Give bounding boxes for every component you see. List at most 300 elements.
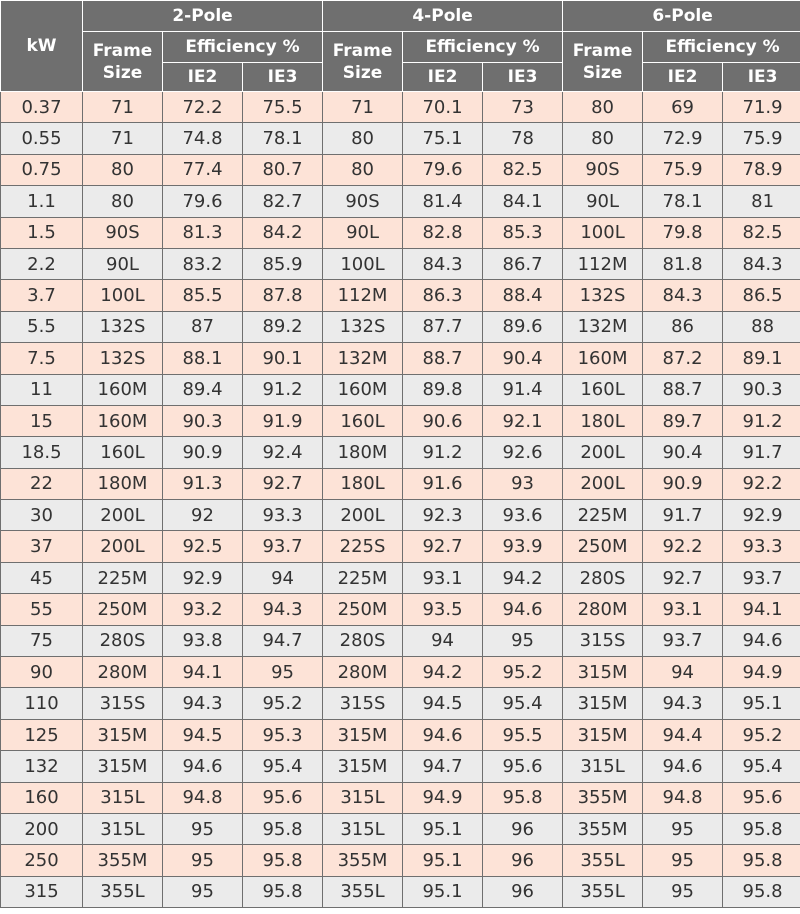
ie3-cell: 89.6 xyxy=(483,311,563,342)
ie2-cell: 88.7 xyxy=(403,343,483,374)
ie3-cell: 75.5 xyxy=(243,92,323,123)
ie2-header: IE2 xyxy=(163,63,243,92)
frame-size-cell: 112M xyxy=(563,248,643,279)
table-row xyxy=(1,437,800,468)
efficiency-header: Efficiency % xyxy=(643,32,800,63)
frame-size-cell: 80 xyxy=(83,186,163,217)
ie2-cell: 90.6 xyxy=(403,405,483,436)
ie3-cell: 95.6 xyxy=(483,751,563,782)
kw-cell: 1.5 xyxy=(1,217,83,248)
ie2-cell: 94.8 xyxy=(643,782,723,813)
table-row xyxy=(1,311,800,342)
ie3-cell: 81 xyxy=(723,186,800,217)
frame-size-cell: 250M xyxy=(323,594,403,625)
ie2-cell: 95 xyxy=(643,813,723,844)
kw-cell: 15 xyxy=(1,405,83,436)
ie3-cell: 95.4 xyxy=(723,751,800,782)
frame-size-cell: 280M xyxy=(563,594,643,625)
ie2-cell: 83.2 xyxy=(163,248,243,279)
ie2-cell: 93.7 xyxy=(643,625,723,656)
table-row xyxy=(1,876,800,907)
frame-size-cell: 315S xyxy=(563,625,643,656)
ie3-cell: 93.3 xyxy=(243,500,323,531)
frame-size-cell: 160M xyxy=(83,405,163,436)
ie3-cell: 85.3 xyxy=(483,217,563,248)
ie3-cell: 93.7 xyxy=(243,531,323,562)
frame-size-cell: 355M xyxy=(323,845,403,876)
frame-size-cell: 315M xyxy=(83,719,163,750)
ie3-cell: 96 xyxy=(483,813,563,844)
ie2-cell: 95.1 xyxy=(403,813,483,844)
frame-size-cell: 315M xyxy=(83,751,163,782)
ie3-cell: 80.7 xyxy=(243,154,323,185)
ie2-cell: 81.4 xyxy=(403,186,483,217)
frame-size-cell: 100L xyxy=(563,217,643,248)
frame-size-cell: 160L xyxy=(563,374,643,405)
ie2-cell: 95 xyxy=(163,876,243,907)
ie2-cell: 92 xyxy=(163,500,243,531)
frame-size-cell: 71 xyxy=(323,92,403,123)
kw-cell: 0.37 xyxy=(1,92,83,123)
pole-header-2: 2-Pole xyxy=(83,1,323,32)
ie3-cell: 92.2 xyxy=(723,468,800,499)
frame-size-cell: 112M xyxy=(323,280,403,311)
ie3-cell: 78.1 xyxy=(243,123,323,154)
ie3-cell: 86.7 xyxy=(483,248,563,279)
ie3-cell: 91.4 xyxy=(483,374,563,405)
ie2-cell: 75.1 xyxy=(403,123,483,154)
frame-size-cell: 180L xyxy=(563,405,643,436)
ie2-cell: 94.5 xyxy=(403,688,483,719)
ie2-cell: 86 xyxy=(643,311,723,342)
ie2-cell: 92.7 xyxy=(403,531,483,562)
ie2-cell: 82.8 xyxy=(403,217,483,248)
ie2-cell: 89.4 xyxy=(163,374,243,405)
frame-size-header: Frame Size xyxy=(563,32,643,92)
ie2-cell: 95 xyxy=(163,845,243,876)
frame-size-cell: 315L xyxy=(323,813,403,844)
ie3-cell: 95.2 xyxy=(723,719,800,750)
ie3-cell: 95.1 xyxy=(723,688,800,719)
ie3-cell: 94.6 xyxy=(723,625,800,656)
ie2-cell: 72.2 xyxy=(163,92,243,123)
table-row xyxy=(1,657,800,688)
frame-size-cell: 315M xyxy=(323,751,403,782)
ie3-cell: 95.3 xyxy=(243,719,323,750)
ie3-cell: 92.6 xyxy=(483,437,563,468)
table-row xyxy=(1,688,800,719)
kw-cell: 22 xyxy=(1,468,83,499)
ie2-cell: 94 xyxy=(643,657,723,688)
ie3-cell: 89.1 xyxy=(723,343,800,374)
frame-size-header: Frame Size xyxy=(323,32,403,92)
ie2-cell: 93.1 xyxy=(403,562,483,593)
kw-cell: 125 xyxy=(1,719,83,750)
frame-size-cell: 71 xyxy=(83,92,163,123)
frame-size-cell: 132M xyxy=(563,311,643,342)
frame-size-cell: 355L xyxy=(563,876,643,907)
ie2-cell: 92.2 xyxy=(643,531,723,562)
ie3-cell: 95.2 xyxy=(243,688,323,719)
ie2-cell: 93.2 xyxy=(163,594,243,625)
frame-size-cell: 132S xyxy=(83,311,163,342)
table-row xyxy=(1,625,800,656)
frame-size-cell: 90S xyxy=(563,154,643,185)
ie2-cell: 84.3 xyxy=(643,280,723,311)
kw-cell: 0.75 xyxy=(1,154,83,185)
frame-size-cell: 180M xyxy=(323,437,403,468)
kw-cell: 45 xyxy=(1,562,83,593)
ie3-cell: 93.7 xyxy=(723,562,800,593)
table-row xyxy=(1,845,800,876)
table-row xyxy=(1,343,800,374)
ie3-cell: 95.4 xyxy=(243,751,323,782)
ie3-cell: 78.9 xyxy=(723,154,800,185)
efficiency-header: Efficiency % xyxy=(403,32,563,63)
ie2-cell: 94 xyxy=(403,625,483,656)
table-row xyxy=(1,468,800,499)
table-row xyxy=(1,154,800,185)
table-row xyxy=(1,562,800,593)
kw-cell: 110 xyxy=(1,688,83,719)
frame-size-cell: 90S xyxy=(83,217,163,248)
ie2-header: IE2 xyxy=(643,63,723,92)
frame-size-cell: 280S xyxy=(563,562,643,593)
ie2-cell: 89.7 xyxy=(643,405,723,436)
ie3-cell: 93.9 xyxy=(483,531,563,562)
frame-size-cell: 132S xyxy=(563,280,643,311)
kw-cell: 90 xyxy=(1,657,83,688)
ie2-cell: 75.9 xyxy=(643,154,723,185)
ie3-cell: 91.2 xyxy=(723,405,800,436)
ie3-cell: 95.2 xyxy=(483,657,563,688)
frame-size-cell: 90L xyxy=(83,248,163,279)
ie3-cell: 92.9 xyxy=(723,500,800,531)
table-row xyxy=(1,280,800,311)
frame-size-cell: 200L xyxy=(563,437,643,468)
table-row xyxy=(1,217,800,248)
ie2-header: IE2 xyxy=(403,63,483,92)
ie2-cell: 87.7 xyxy=(403,311,483,342)
kw-cell: 30 xyxy=(1,500,83,531)
ie3-cell: 94.9 xyxy=(723,657,800,688)
ie2-cell: 91.2 xyxy=(403,437,483,468)
frame-size-cell: 200L xyxy=(323,500,403,531)
ie2-cell: 91.3 xyxy=(163,468,243,499)
ie3-cell: 90.4 xyxy=(483,343,563,374)
frame-size-cell: 315M xyxy=(563,719,643,750)
kw-cell: 200 xyxy=(1,813,83,844)
ie3-cell: 84.1 xyxy=(483,186,563,217)
ie2-cell: 95 xyxy=(163,813,243,844)
table-row xyxy=(1,405,800,436)
ie2-cell: 77.4 xyxy=(163,154,243,185)
frame-size-cell: 280M xyxy=(323,657,403,688)
frame-size-cell: 160M xyxy=(83,374,163,405)
frame-size-cell: 355M xyxy=(563,782,643,813)
ie2-cell: 94.6 xyxy=(403,719,483,750)
frame-size-cell: 315M xyxy=(563,657,643,688)
ie3-cell: 95.8 xyxy=(723,876,800,907)
ie3-cell: 92.1 xyxy=(483,405,563,436)
ie2-cell: 94.2 xyxy=(403,657,483,688)
kw-header: kW xyxy=(1,1,83,92)
table-row xyxy=(1,813,800,844)
kw-cell: 132 xyxy=(1,751,83,782)
ie2-cell: 81.3 xyxy=(163,217,243,248)
frame-size-cell: 280M xyxy=(83,657,163,688)
ie2-cell: 90.9 xyxy=(163,437,243,468)
ie3-cell: 92.4 xyxy=(243,437,323,468)
ie2-cell: 95.1 xyxy=(403,845,483,876)
frame-size-cell: 100L xyxy=(83,280,163,311)
ie2-cell: 90.9 xyxy=(643,468,723,499)
frame-size-cell: 200L xyxy=(83,500,163,531)
table-row xyxy=(1,719,800,750)
ie2-cell: 94.7 xyxy=(403,751,483,782)
table-row xyxy=(1,92,800,123)
ie3-header: IE3 xyxy=(483,63,563,92)
frame-size-cell: 90S xyxy=(323,186,403,217)
frame-size-cell: 200L xyxy=(83,531,163,562)
ie3-cell: 88.4 xyxy=(483,280,563,311)
ie2-cell: 74.8 xyxy=(163,123,243,154)
kw-cell: 160 xyxy=(1,782,83,813)
kw-cell: 37 xyxy=(1,531,83,562)
efficiency-header: Efficiency % xyxy=(163,32,323,63)
ie2-cell: 94.4 xyxy=(643,719,723,750)
frame-size-cell: 225S xyxy=(323,531,403,562)
ie3-cell: 95.6 xyxy=(723,782,800,813)
ie2-cell: 94.3 xyxy=(643,688,723,719)
frame-size-cell: 180M xyxy=(83,468,163,499)
table-row xyxy=(1,248,800,279)
frame-size-cell: 80 xyxy=(563,92,643,123)
frame-size-cell: 80 xyxy=(323,154,403,185)
frame-size-cell: 315L xyxy=(83,782,163,813)
ie3-cell: 93.6 xyxy=(483,500,563,531)
frame-size-cell: 200L xyxy=(563,468,643,499)
ie3-cell: 95.4 xyxy=(483,688,563,719)
ie3-cell: 88 xyxy=(723,311,800,342)
frame-size-cell: 315S xyxy=(323,688,403,719)
frame-size-cell: 355M xyxy=(563,813,643,844)
ie3-cell: 91.7 xyxy=(723,437,800,468)
ie2-cell: 94.6 xyxy=(163,751,243,782)
ie2-cell: 95 xyxy=(643,845,723,876)
frame-size-cell: 315M xyxy=(323,719,403,750)
ie2-cell: 72.9 xyxy=(643,123,723,154)
ie3-cell: 73 xyxy=(483,92,563,123)
ie3-cell: 93.3 xyxy=(723,531,800,562)
frame-size-cell: 355L xyxy=(323,876,403,907)
frame-size-cell: 80 xyxy=(563,123,643,154)
ie3-cell: 94.2 xyxy=(483,562,563,593)
ie3-cell: 84.3 xyxy=(723,248,800,279)
frame-size-cell: 160L xyxy=(83,437,163,468)
frame-size-cell: 355L xyxy=(563,845,643,876)
frame-size-cell: 315L xyxy=(563,751,643,782)
ie3-cell: 94 xyxy=(243,562,323,593)
ie3-cell: 95.6 xyxy=(243,782,323,813)
ie2-cell: 92.7 xyxy=(643,562,723,593)
ie2-cell: 92.5 xyxy=(163,531,243,562)
kw-cell: 0.55 xyxy=(1,123,83,154)
ie2-cell: 88.7 xyxy=(643,374,723,405)
ie2-cell: 78.1 xyxy=(643,186,723,217)
frame-size-cell: 80 xyxy=(323,123,403,154)
ie3-cell: 82.7 xyxy=(243,186,323,217)
ie3-cell: 95.8 xyxy=(243,845,323,876)
ie3-header: IE3 xyxy=(723,63,800,92)
frame-size-cell: 315M xyxy=(563,688,643,719)
table-row xyxy=(1,782,800,813)
ie3-cell: 91.2 xyxy=(243,374,323,405)
ie3-cell: 95.8 xyxy=(723,845,800,876)
ie2-cell: 94.1 xyxy=(163,657,243,688)
table-body xyxy=(1,92,800,908)
frame-size-cell: 100L xyxy=(323,248,403,279)
ie2-cell: 90.3 xyxy=(163,405,243,436)
table-row xyxy=(1,751,800,782)
kw-cell: 11 xyxy=(1,374,83,405)
ie3-cell: 87.8 xyxy=(243,280,323,311)
frame-size-cell: 315L xyxy=(83,813,163,844)
kw-cell: 1.1 xyxy=(1,186,83,217)
ie3-cell: 93 xyxy=(483,468,563,499)
ie2-cell: 93.8 xyxy=(163,625,243,656)
ie2-cell: 89.8 xyxy=(403,374,483,405)
ie2-cell: 93.1 xyxy=(643,594,723,625)
ie2-cell: 92.3 xyxy=(403,500,483,531)
frame-size-cell: 132M xyxy=(323,343,403,374)
ie2-cell: 79.6 xyxy=(403,154,483,185)
ie2-cell: 95.1 xyxy=(403,876,483,907)
pole-header-6: 6-Pole xyxy=(563,1,800,32)
ie2-cell: 94.8 xyxy=(163,782,243,813)
ie3-cell: 95.8 xyxy=(723,813,800,844)
ie3-cell: 85.9 xyxy=(243,248,323,279)
ie3-cell: 95.8 xyxy=(243,813,323,844)
ie3-header: IE3 xyxy=(243,63,323,92)
table-row xyxy=(1,500,800,531)
table-row xyxy=(1,186,800,217)
table-row xyxy=(1,374,800,405)
frame-size-cell: 71 xyxy=(83,123,163,154)
frame-size-cell: 90L xyxy=(323,217,403,248)
kw-cell: 7.5 xyxy=(1,343,83,374)
kw-cell: 315 xyxy=(1,876,83,907)
ie2-cell: 94.5 xyxy=(163,719,243,750)
kw-cell: 75 xyxy=(1,625,83,656)
ie2-cell: 91.6 xyxy=(403,468,483,499)
ie3-cell: 82.5 xyxy=(723,217,800,248)
ie3-cell: 89.2 xyxy=(243,311,323,342)
ie2-cell: 79.6 xyxy=(163,186,243,217)
ie3-cell: 94.3 xyxy=(243,594,323,625)
ie3-cell: 94.1 xyxy=(723,594,800,625)
ie2-cell: 90.4 xyxy=(643,437,723,468)
ie2-cell: 86.3 xyxy=(403,280,483,311)
kw-cell: 18.5 xyxy=(1,437,83,468)
frame-size-cell: 225M xyxy=(563,500,643,531)
frame-size-cell: 160L xyxy=(323,405,403,436)
ie3-cell: 95.8 xyxy=(243,876,323,907)
kw-cell: 250 xyxy=(1,845,83,876)
ie3-cell: 82.5 xyxy=(483,154,563,185)
ie3-cell: 78 xyxy=(483,123,563,154)
ie3-cell: 75.9 xyxy=(723,123,800,154)
ie3-cell: 90.1 xyxy=(243,343,323,374)
frame-size-cell: 225M xyxy=(323,562,403,593)
ie2-cell: 79.8 xyxy=(643,217,723,248)
frame-size-cell: 132S xyxy=(83,343,163,374)
ie3-cell: 94.7 xyxy=(243,625,323,656)
frame-size-cell: 225M xyxy=(83,562,163,593)
ie2-cell: 94.3 xyxy=(163,688,243,719)
ie3-cell: 84.2 xyxy=(243,217,323,248)
frame-size-cell: 315L xyxy=(323,782,403,813)
ie3-cell: 91.9 xyxy=(243,405,323,436)
frame-size-cell: 180L xyxy=(323,468,403,499)
ie2-cell: 81.8 xyxy=(643,248,723,279)
frame-size-cell: 315S xyxy=(83,688,163,719)
frame-size-cell: 355L xyxy=(83,876,163,907)
frame-size-cell: 280S xyxy=(83,625,163,656)
ie3-cell: 95 xyxy=(243,657,323,688)
frame-size-cell: 90L xyxy=(563,186,643,217)
ie3-cell: 71.9 xyxy=(723,92,800,123)
kw-cell: 2.2 xyxy=(1,248,83,279)
ie3-cell: 90.3 xyxy=(723,374,800,405)
ie2-cell: 69 xyxy=(643,92,723,123)
ie3-cell: 92.7 xyxy=(243,468,323,499)
ie3-cell: 94.6 xyxy=(483,594,563,625)
ie3-cell: 95.5 xyxy=(483,719,563,750)
pole-header-4: 4-Pole xyxy=(323,1,563,32)
ie2-cell: 94.9 xyxy=(403,782,483,813)
ie2-cell: 88.1 xyxy=(163,343,243,374)
ie2-cell: 87 xyxy=(163,311,243,342)
frame-size-cell: 250M xyxy=(83,594,163,625)
table-header xyxy=(1,1,800,92)
frame-size-cell: 355M xyxy=(83,845,163,876)
ie2-cell: 93.5 xyxy=(403,594,483,625)
ie2-cell: 70.1 xyxy=(403,92,483,123)
frame-size-header: Frame Size xyxy=(83,32,163,92)
table-row xyxy=(1,594,800,625)
ie2-cell: 84.3 xyxy=(403,248,483,279)
table-row xyxy=(1,531,800,562)
ie3-cell: 96 xyxy=(483,876,563,907)
frame-size-cell: 250M xyxy=(563,531,643,562)
ie2-cell: 87.2 xyxy=(643,343,723,374)
ie2-cell: 91.7 xyxy=(643,500,723,531)
frame-size-cell: 160M xyxy=(563,343,643,374)
frame-size-cell: 132S xyxy=(323,311,403,342)
ie2-cell: 85.5 xyxy=(163,280,243,311)
frame-size-cell: 280S xyxy=(323,625,403,656)
frame-size-cell: 160M xyxy=(323,374,403,405)
kw-cell: 5.5 xyxy=(1,311,83,342)
table-row xyxy=(1,123,800,154)
kw-cell: 3.7 xyxy=(1,280,83,311)
ie3-cell: 95.8 xyxy=(483,782,563,813)
ie3-cell: 96 xyxy=(483,845,563,876)
ie2-cell: 92.9 xyxy=(163,562,243,593)
ie3-cell: 95 xyxy=(483,625,563,656)
ie2-cell: 94.6 xyxy=(643,751,723,782)
